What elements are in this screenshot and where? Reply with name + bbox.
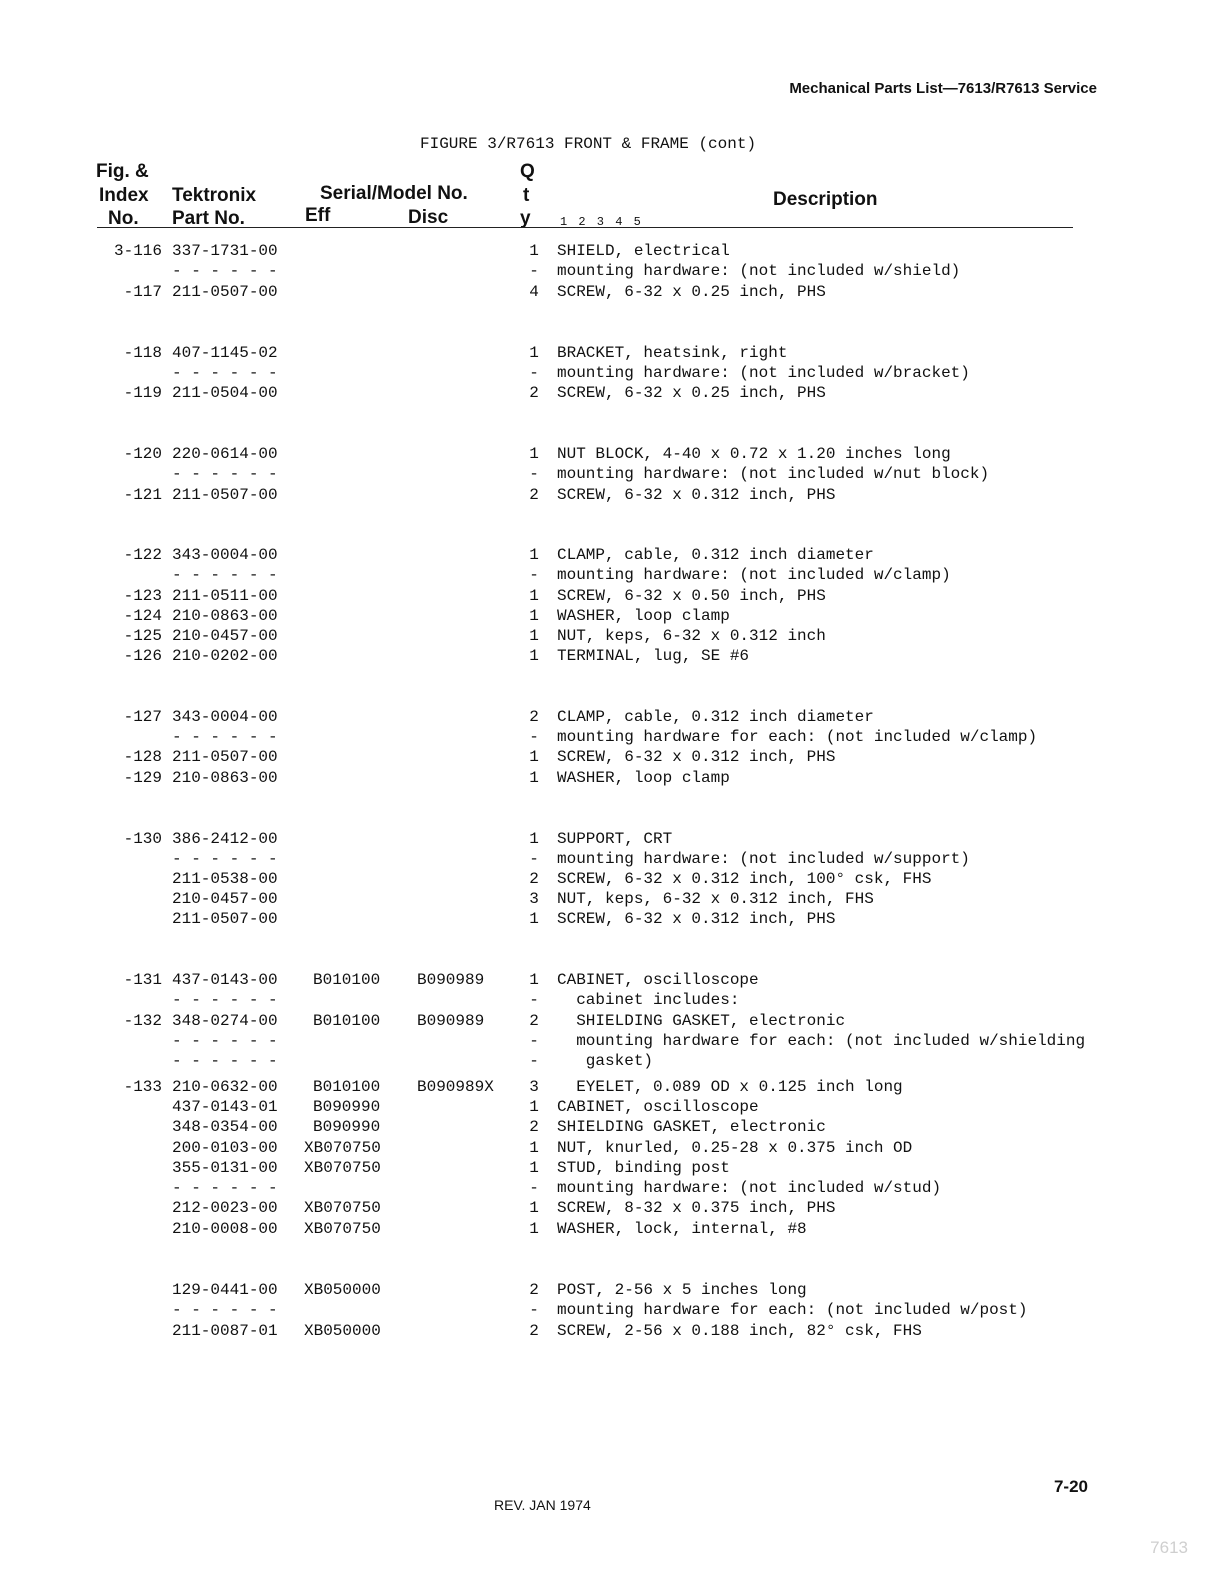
col-qty-label-2: t <box>523 185 530 206</box>
serial-eff-cell: XB070750 <box>304 1139 381 1157</box>
index-cell: -117 <box>123 283 162 301</box>
quantity-cell: - <box>529 262 539 280</box>
index-cell: 3-116 <box>113 242 162 260</box>
quantity-cell: 3 <box>529 1078 539 1096</box>
part-number-cell: - - - - - - <box>172 1301 278 1319</box>
part-number-cell: 210-0008-00 <box>172 1220 278 1238</box>
description-cell: SCREW, 6-32 x 0.312 inch, PHS <box>557 748 836 766</box>
quantity-cell: 3 <box>529 890 539 908</box>
col-description-label: Description <box>773 189 878 210</box>
description-cell: SUPPORT, CRT <box>557 830 673 848</box>
col-disc-label: Disc <box>408 207 449 228</box>
col-eff-label: Eff <box>305 205 331 226</box>
part-number-cell: 355-0131-00 <box>172 1159 278 1177</box>
description-cell: SCREW, 2-56 x 0.188 inch, 82° csk, FHS <box>557 1322 922 1340</box>
description-cell: TERMINAL, lug, SE #6 <box>557 647 750 665</box>
serial-eff-cell: XB070750 <box>304 1199 381 1217</box>
part-number-cell: - - - - - - <box>172 728 278 746</box>
quantity-cell: 2 <box>529 486 539 504</box>
col-qty-label-3: y <box>520 208 531 229</box>
quantity-cell: - <box>529 1052 539 1070</box>
serial-disc-cell: B090989X <box>417 1078 494 1096</box>
description-cell: NUT, keps, 6-32 x 0.312 inch, FHS <box>557 890 874 908</box>
index-cell: -130 <box>123 830 162 848</box>
part-number-cell: 211-0504-00 <box>172 384 278 402</box>
part-number-cell: 200-0103-00 <box>172 1139 278 1157</box>
quantity-cell: 1 <box>529 607 539 625</box>
part-number-cell: 437-0143-00 <box>172 971 278 989</box>
description-cell: BRACKET, heatsink, right <box>557 344 788 362</box>
quantity-cell: - <box>529 991 539 1009</box>
quantity-cell: 1 <box>529 546 539 564</box>
part-number-cell: 211-0087-01 <box>172 1322 278 1340</box>
quantity-cell: 1 <box>529 445 539 463</box>
part-number-cell: 407-1145-02 <box>172 344 278 362</box>
quantity-cell: 1 <box>529 769 539 787</box>
index-cell: -120 <box>123 445 162 463</box>
serial-eff-cell: B010100 <box>313 1078 381 1096</box>
quantity-cell: - <box>529 1301 539 1319</box>
part-number-cell: 129-0441-00 <box>172 1281 278 1299</box>
description-cell: gasket) <box>557 1052 654 1070</box>
index-cell: -123 <box>123 587 162 605</box>
serial-eff-cell: XB070750 <box>304 1159 381 1177</box>
part-number-cell: 337-1731-00 <box>172 242 278 260</box>
description-cell: SCREW, 6-32 x 0.312 inch, PHS <box>557 486 836 504</box>
description-cell: CLAMP, cable, 0.312 inch diameter <box>557 708 874 726</box>
col-fig-label-2: Index <box>99 185 149 206</box>
serial-eff-cell: XB050000 <box>304 1281 381 1299</box>
description-cell: CABINET, oscilloscope <box>557 1098 759 1116</box>
part-number-cell: - - - - - - <box>172 850 278 868</box>
part-number-cell: 211-0507-00 <box>172 748 278 766</box>
quantity-cell: 1 <box>529 910 539 928</box>
quantity-cell: 2 <box>529 384 539 402</box>
part-number-cell: 437-0143-01 <box>172 1098 278 1116</box>
description-cell: CABINET, oscilloscope <box>557 971 759 989</box>
index-cell: -126 <box>123 647 162 665</box>
description-cell: mounting hardware: (not included w/stud) <box>557 1179 942 1197</box>
quantity-cell: - <box>529 465 539 483</box>
description-cell: STUD, binding post <box>557 1159 730 1177</box>
serial-eff-cell: B010100 <box>313 1012 381 1030</box>
quantity-cell: 2 <box>529 1012 539 1030</box>
index-cell: -131 <box>123 971 162 989</box>
part-number-cell: 210-0632-00 <box>172 1078 278 1096</box>
quantity-cell: 1 <box>529 627 539 645</box>
quantity-cell: 1 <box>529 1220 539 1238</box>
quantity-cell: 1 <box>529 1139 539 1157</box>
figure-title: FIGURE 3/R7613 FRONT & FRAME (cont) <box>420 135 757 153</box>
part-number-cell: - - - - - - <box>172 465 278 483</box>
quantity-cell: 1 <box>529 748 539 766</box>
description-cell: NUT BLOCK, 4-40 x 0.72 x 1.20 inches long <box>557 445 951 463</box>
description-cell: SCREW, 6-32 x 0.25 inch, PHS <box>557 384 826 402</box>
description-cell: SCREW, 6-32 x 0.50 inch, PHS <box>557 587 826 605</box>
part-number-cell: 211-0507-00 <box>172 486 278 504</box>
index-cell: -118 <box>123 344 162 362</box>
index-cell: -125 <box>123 627 162 645</box>
part-number-cell: 210-0863-00 <box>172 769 278 787</box>
description-cell: mounting hardware: (not included w/support) <box>557 850 970 868</box>
quantity-cell: 1 <box>529 1159 539 1177</box>
part-number-cell: 211-0507-00 <box>172 283 278 301</box>
serial-eff-cell: B010100 <box>313 971 381 989</box>
part-number-cell: 210-0457-00 <box>172 627 278 645</box>
part-number-cell: 343-0004-00 <box>172 708 278 726</box>
part-number-cell: - - - - - - <box>172 1179 278 1197</box>
part-number-cell: - - - - - - <box>172 1032 278 1050</box>
part-number-cell: 212-0023-00 <box>172 1199 278 1217</box>
part-number-cell: 211-0511-00 <box>172 587 278 605</box>
col-serial-label: Serial/Model No. <box>320 183 468 204</box>
col-qty-label-1: Q <box>520 161 535 182</box>
quantity-cell: - <box>529 728 539 746</box>
watermark: 7613 <box>1150 1538 1188 1557</box>
col-indent-levels: 1 2 3 4 5 <box>560 215 643 229</box>
part-number-cell: - - - - - - <box>172 364 278 382</box>
serial-eff-cell: XB050000 <box>304 1322 381 1340</box>
description-cell: SHIELDING GASKET, electronic <box>557 1012 846 1030</box>
description-cell: CLAMP, cable, 0.312 inch diameter <box>557 546 874 564</box>
part-number-cell: 220-0614-00 <box>172 445 278 463</box>
quantity-cell: - <box>529 850 539 868</box>
col-fig-label-3: No. <box>108 208 139 229</box>
part-number-cell: 210-0202-00 <box>172 647 278 665</box>
serial-disc-cell: B090989 <box>417 1012 485 1030</box>
quantity-cell: 2 <box>529 870 539 888</box>
col-part-label-1: Tektronix <box>172 185 257 206</box>
part-number-cell: 348-0274-00 <box>172 1012 278 1030</box>
description-cell: SCREW, 6-32 x 0.312 inch, 100° csk, FHS <box>557 870 932 888</box>
part-number-cell: 210-0457-00 <box>172 890 278 908</box>
col-part-label-2: Part No. <box>172 208 245 229</box>
description-cell: NUT, keps, 6-32 x 0.312 inch <box>557 627 826 645</box>
description-cell: SCREW, 8-32 x 0.375 inch, PHS <box>557 1199 836 1217</box>
description-cell: SHIELD, electrical <box>557 242 730 260</box>
description-cell: mounting hardware for each: (not included w/clamp) <box>557 728 1038 746</box>
description-cell: WASHER, loop clamp <box>557 769 730 787</box>
description-cell: mounting hardware: (not included w/bracket) <box>557 364 970 382</box>
index-cell: -124 <box>123 607 162 625</box>
description-cell: SCREW, 6-32 x 0.312 inch, PHS <box>557 910 836 928</box>
header-rule <box>97 227 1073 228</box>
index-cell: -119 <box>123 384 162 402</box>
description-cell: cabinet includes: <box>557 991 740 1009</box>
serial-disc-cell: B090989 <box>417 971 485 989</box>
description-cell: mounting hardware for each: (not included w/shielding <box>557 1032 1086 1050</box>
description-cell: EYELET, 0.089 OD x 0.125 inch long <box>557 1078 903 1096</box>
description-cell: mounting hardware: (not included w/nut block) <box>557 465 990 483</box>
quantity-cell: 2 <box>529 1281 539 1299</box>
description-cell: WASHER, lock, internal, #8 <box>557 1220 807 1238</box>
index-cell: -132 <box>123 1012 162 1030</box>
part-number-cell: 348-0354-00 <box>172 1118 278 1136</box>
quantity-cell: 1 <box>529 587 539 605</box>
description-cell: mounting hardware for each: (not included w/post) <box>557 1301 1028 1319</box>
description-cell: NUT, knurled, 0.25-28 x 0.375 inch OD <box>557 1139 913 1157</box>
page-number: 7-20 <box>1053 1477 1088 1496</box>
index-cell: -127 <box>123 708 162 726</box>
description-cell: mounting hardware: (not included w/clamp) <box>557 566 951 584</box>
index-cell: -121 <box>123 486 162 504</box>
running-title: Mechanical Parts List—7613/R7613 Service <box>789 80 1097 97</box>
part-number-cell: - - - - - - <box>172 566 278 584</box>
description-cell: SHIELDING GASKET, electronic <box>557 1118 826 1136</box>
quantity-cell: 1 <box>529 647 539 665</box>
quantity-cell: 1 <box>529 971 539 989</box>
description-cell: POST, 2-56 x 5 inches long <box>557 1281 807 1299</box>
part-number-cell: 343-0004-00 <box>172 546 278 564</box>
description-cell: mounting hardware: (not included w/shield) <box>557 262 961 280</box>
quantity-cell: 4 <box>529 283 539 301</box>
quantity-cell: 2 <box>529 1118 539 1136</box>
index-cell: -128 <box>123 748 162 766</box>
description-cell: WASHER, loop clamp <box>557 607 730 625</box>
part-number-cell: - - - - - - <box>172 991 278 1009</box>
quantity-cell: - <box>529 1032 539 1050</box>
quantity-cell: - <box>529 1179 539 1197</box>
col-fig-label-1: Fig. & <box>96 161 149 182</box>
part-number-cell: - - - - - - <box>172 1052 278 1070</box>
quantity-cell: 1 <box>529 344 539 362</box>
serial-eff-cell: B090990 <box>313 1118 381 1136</box>
quantity-cell: 2 <box>529 1322 539 1340</box>
index-cell: -129 <box>123 769 162 787</box>
serial-eff-cell: XB070750 <box>304 1220 381 1238</box>
quantity-cell: 1 <box>529 830 539 848</box>
serial-eff-cell: B090990 <box>313 1098 381 1116</box>
part-number-cell: 211-0538-00 <box>172 870 278 888</box>
quantity-cell: - <box>529 364 539 382</box>
part-number-cell: 211-0507-00 <box>172 910 278 928</box>
description-cell: SCREW, 6-32 x 0.25 inch, PHS <box>557 283 826 301</box>
quantity-cell: - <box>529 566 539 584</box>
quantity-cell: 2 <box>529 708 539 726</box>
part-number-cell: 386-2412-00 <box>172 830 278 848</box>
index-cell: -122 <box>123 546 162 564</box>
part-number-cell: - - - - - - <box>172 262 278 280</box>
quantity-cell: 1 <box>529 1199 539 1217</box>
quantity-cell: 1 <box>529 1098 539 1116</box>
index-cell: -133 <box>123 1078 162 1096</box>
quantity-cell: 1 <box>529 242 539 260</box>
part-number-cell: 210-0863-00 <box>172 607 278 625</box>
revision-date: REV. JAN 1974 <box>494 1497 591 1513</box>
